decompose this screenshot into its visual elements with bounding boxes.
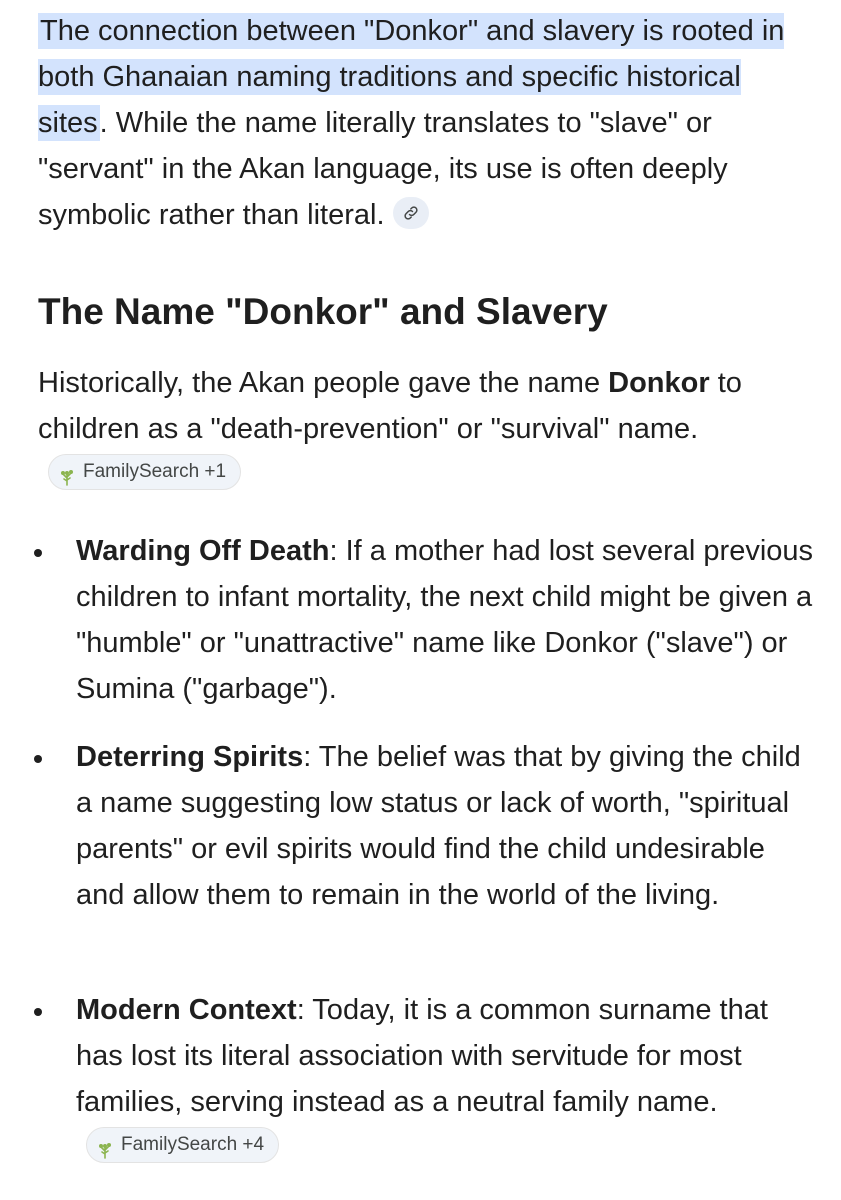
para-text-before: Historically, the Akan people gave the name [38, 367, 609, 399]
bullet-dot [34, 549, 42, 557]
source-chip-label: FamilySearch +4 [121, 1134, 265, 1156]
list-item [76, 987, 816, 1171]
section-paragraph [38, 360, 818, 498]
list-item [76, 734, 816, 918]
bullet-text: : The belief was that by giving the child a name suggesting low status or lack of worth, "spiritual parents" or evil spirits would find the child undesirable and allow them to remain in the world of the living. [76, 741, 801, 911]
familysearch-favicon-icon [59, 463, 75, 481]
bullet-text: : If a mother had lost several previous children to infant mortality, the next child might be given a "humble" or "unattractive" name like Donkor ("slave") or Sumina ("garbage"). [76, 535, 814, 705]
bullet-term: Modern Context [76, 994, 297, 1026]
para-text-after: to children as a "death-prevention" or "survival" name. [38, 367, 742, 445]
source-chip[interactable] [86, 1127, 279, 1163]
intro-paragraph [38, 8, 818, 238]
source-chip-label: FamilySearch +1 [83, 461, 227, 483]
bullet-dot [34, 1008, 42, 1016]
bullet-text: : Today, it is a common surname that has lost its literal association with servitude for most families, serving instead as a neutral family name. [76, 994, 768, 1118]
familysearch-favicon-icon [97, 1136, 113, 1154]
bullet-term: Warding Off Death [76, 535, 330, 567]
source-chip[interactable] [48, 454, 241, 490]
section-heading: The Name "Donkor" and Slavery [38, 291, 608, 332]
link-icon[interactable] [393, 197, 429, 229]
bullet-term: Deterring Spirits [76, 741, 304, 773]
para-bold-term: Donkor [608, 367, 710, 399]
list-item [76, 528, 816, 712]
bullet-dot [34, 755, 42, 763]
intro-rest-text: . While the name literally translates to "slave" or "servant" in the Akan language, its use is often deeply symbolic rather than literal. [38, 107, 728, 231]
highlighted-text[interactable]: The connection between "Donkor" and slavery is rooted in both Ghanaian naming traditions and specific historical sites [38, 15, 785, 139]
